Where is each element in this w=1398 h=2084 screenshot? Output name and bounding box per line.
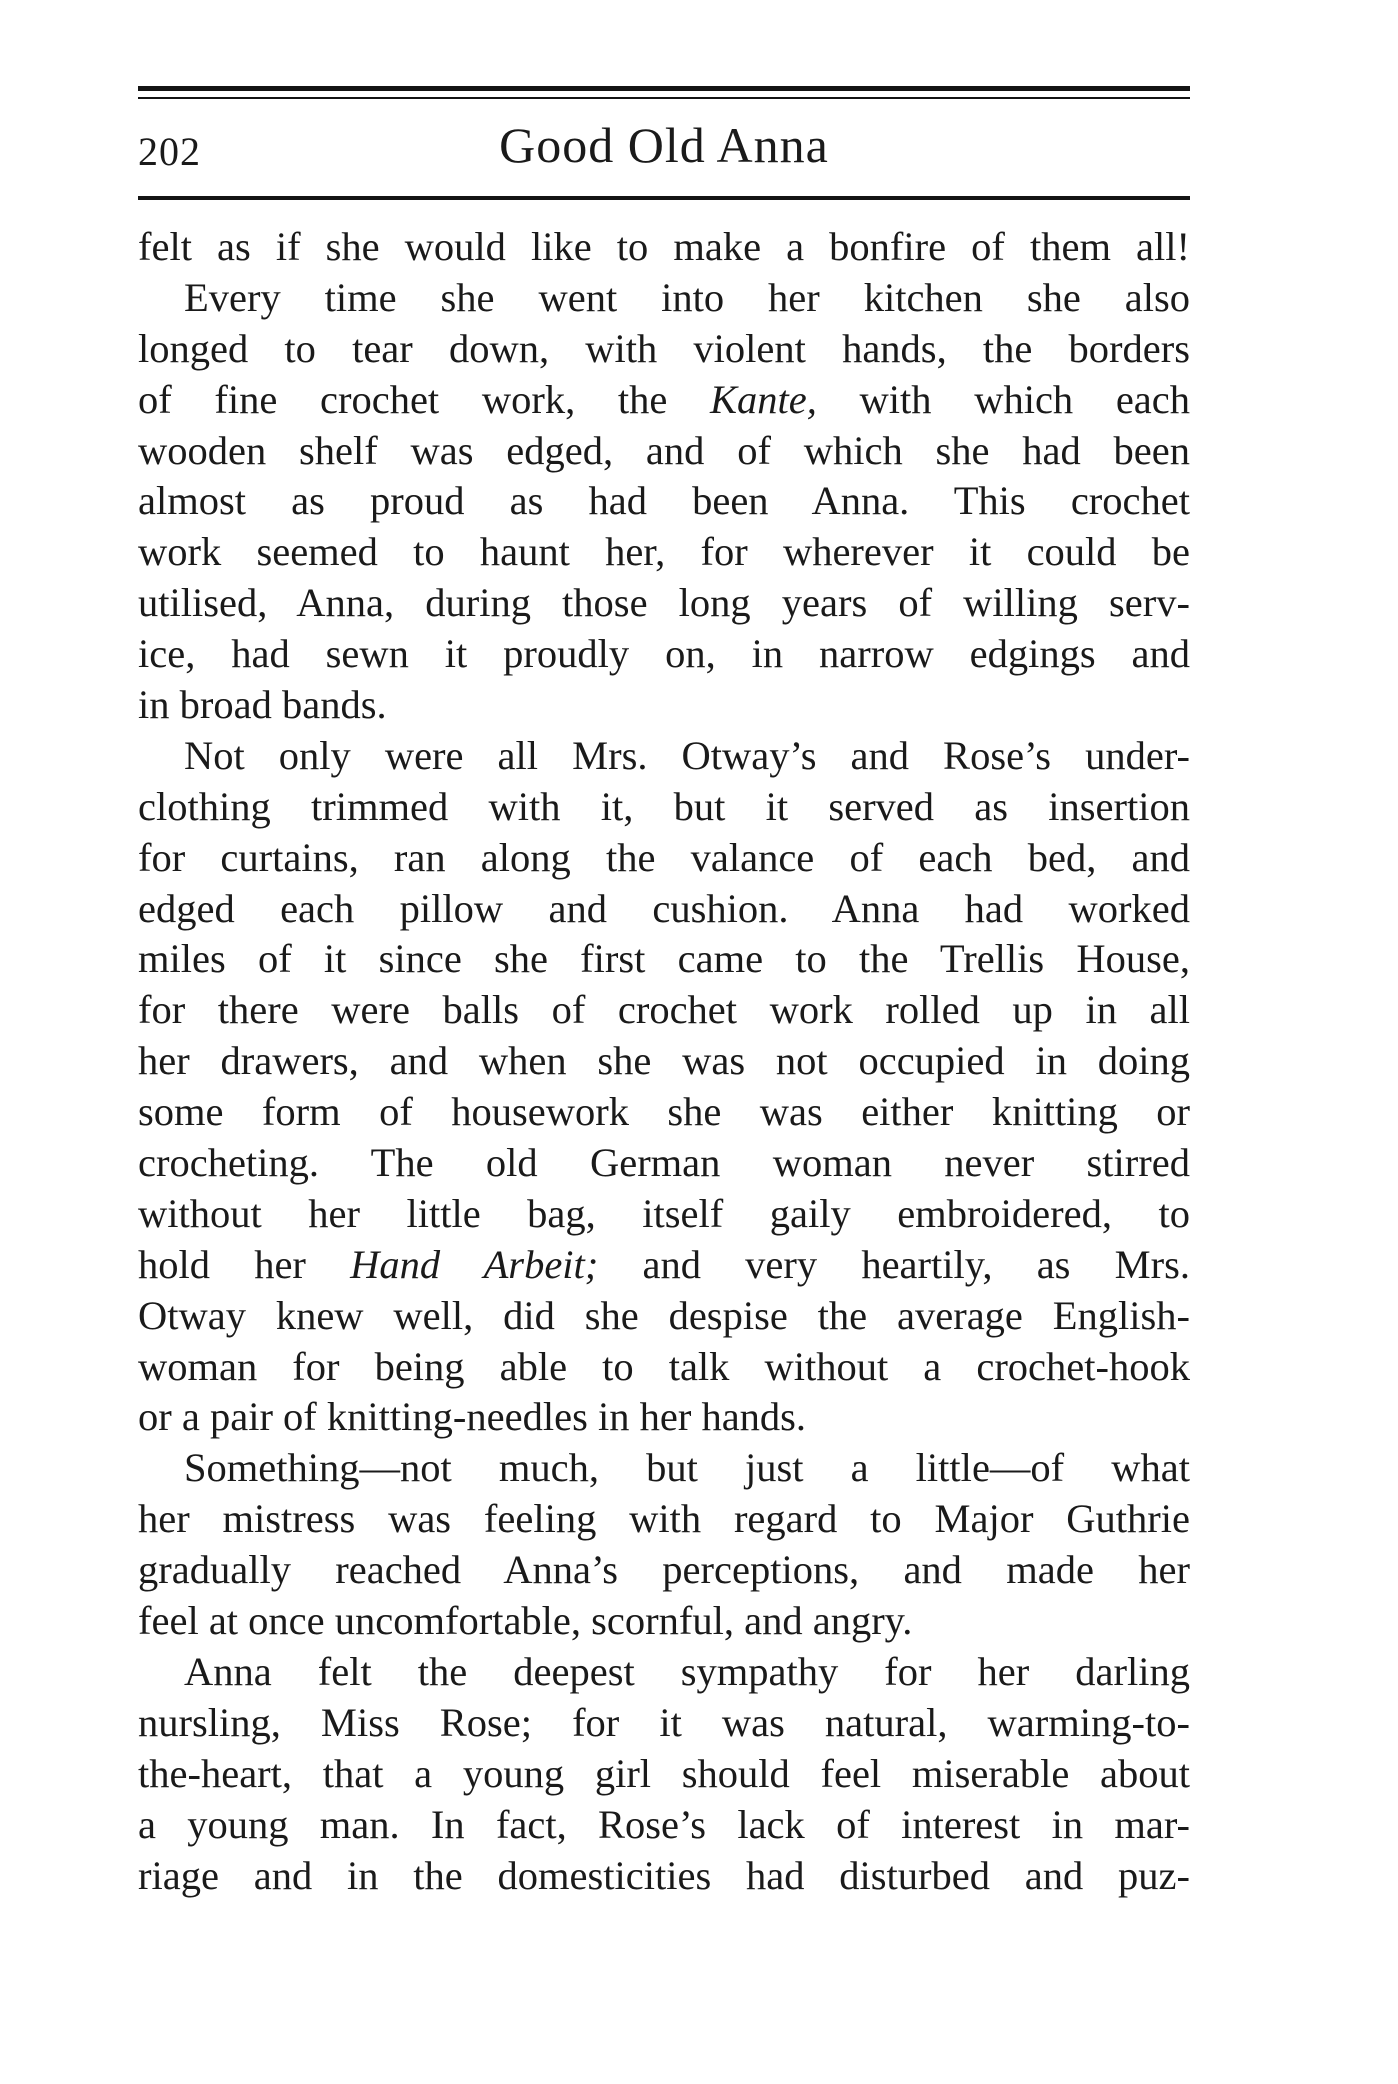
text-line: ice, had sewn it proudly on, in narrow edgings and — [138, 631, 1190, 677]
header-rule-top-thin — [138, 97, 1190, 99]
text-line: Otway knew well, did she despise the average English- — [138, 1292, 1190, 1338]
text-line: woman for being able to talk without a crochet-hook — [138, 1343, 1190, 1389]
text-line: miles of it since she first came to the Trellis House, — [138, 936, 1190, 982]
text-line — [138, 375, 1190, 426]
italic-term-hand-arbeit: Hand Arbeit; — [350, 1241, 599, 1287]
italic-term-kante: Kante, — [710, 376, 817, 422]
page-body — [138, 222, 1190, 1901]
text-line: Every time she went into her kitchen she also — [184, 274, 1190, 320]
text-line: Not only were all Mrs. Otway’s and Rose’s under- — [184, 732, 1190, 778]
header-rule-top-thick — [138, 86, 1190, 91]
text-line: a young man. In fact, Rose’s lack of interest in mar- — [138, 1801, 1190, 1847]
text-line: Anna felt the deepest sympathy for her darling — [184, 1648, 1190, 1694]
text-line: nursling, Miss Rose; for it was natural, warming-to- — [138, 1699, 1190, 1745]
text-line: gradually reached Anna’s perceptions, and made her — [138, 1547, 1190, 1593]
text-line — [138, 1240, 1190, 1291]
text-line: longed to tear down, with violent hands, the borders — [138, 325, 1190, 371]
text-line: clothing trimmed with it, but it served as insertion — [138, 783, 1190, 829]
text-line: her mistress was feeling with regard to Major Guthrie — [138, 1496, 1190, 1542]
text-line: wooden shelf was edged, and of which she had been — [138, 427, 1190, 473]
text-run: and very heartily, as Mrs. — [598, 1241, 1191, 1287]
text-run: of fine crochet work, the — [138, 376, 710, 422]
text-line: crocheting. The old German woman never stirred — [138, 1140, 1190, 1186]
text-line: felt as if she would like to make a bonfire of them all! — [138, 224, 1190, 269]
text-line: work seemed to haunt her, for wherever it could be — [138, 529, 1190, 575]
text-line: Something—not much, but just a little—of what — [184, 1445, 1190, 1491]
text-line: edged each pillow and cushion. Anna had worked — [138, 885, 1190, 931]
running-head-title: Good Old Anna — [499, 117, 829, 173]
page-header — [138, 112, 1190, 182]
text-run: hold her — [138, 1241, 351, 1287]
text-line: feel at once uncomfortable, scornful, and angry. — [138, 1598, 913, 1644]
header-rule-bottom — [138, 196, 1190, 200]
text-line: utilised, Anna, during those long years of willing serv- — [138, 580, 1190, 626]
text-line: some form of housework she was either knitting or — [138, 1089, 1190, 1135]
text-line: in broad bands. — [138, 682, 387, 728]
text-run: with which each — [816, 376, 1190, 422]
text-line: or a pair of knitting-needles in her hands. — [138, 1394, 807, 1440]
text-line: without her little bag, itself gaily embroidered, to — [138, 1190, 1190, 1236]
text-line: riage and in the domesticities had disturbed and puz- — [138, 1852, 1190, 1898]
text-line: for curtains, ran along the valance of each bed, and — [138, 834, 1190, 880]
text-line: the-heart, that a young girl should feel miserable about — [138, 1750, 1190, 1796]
text-line: her drawers, and when she was not occupied in doing — [138, 1038, 1190, 1084]
text-line: for there were balls of crochet work rolled up in all — [138, 987, 1190, 1033]
text-line: almost as proud as had been Anna. This crochet — [138, 478, 1190, 524]
page-number: 202 — [138, 129, 201, 174]
